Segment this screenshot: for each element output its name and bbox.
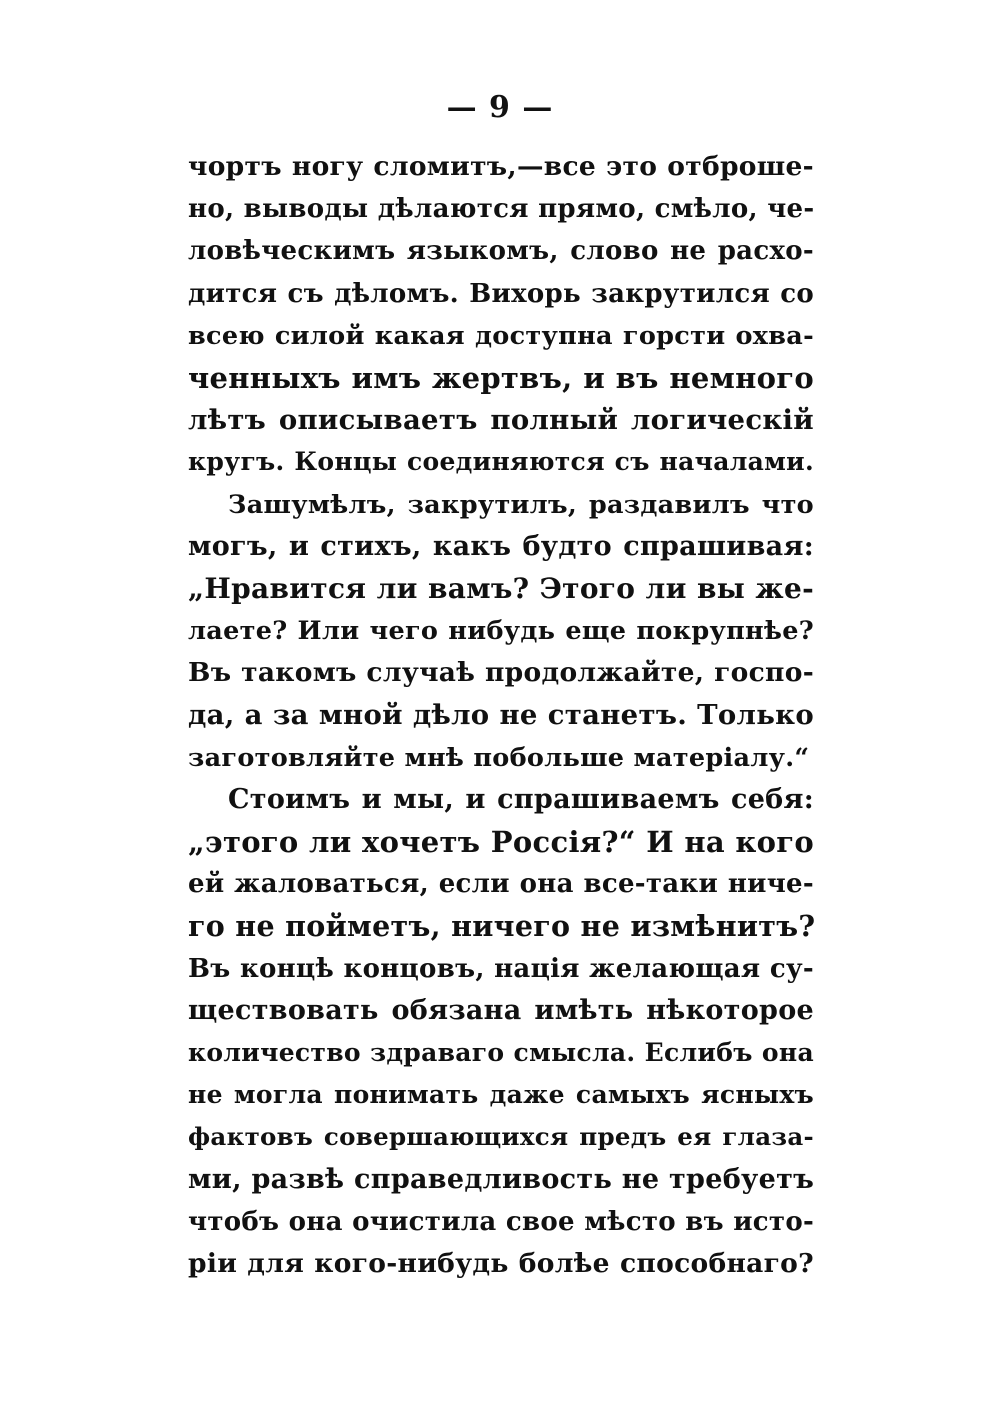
text-line: чтобъ она очистила свое мѣсто въ исто- [188,1206,815,1237]
text-line: ловѣческимъ языкомъ, слово не расхо- [188,236,814,267]
text-line: ей жаловаться, если она все-таки ниче- [188,869,814,900]
page-number: — 9 — [446,90,554,125]
text-line: ществовать обязана имѣть нѣкоторое [188,994,814,1026]
text-line: кругъ. Концы соединяются съ началами. [188,447,814,477]
text-line: фактовъ совершающихся предъ ея глаза- [188,1122,814,1152]
text-line: Въ такомъ случаѣ продолжайте, госпо- [188,657,814,689]
text-line: чортъ ногу сломитъ,—все это отброше- [188,151,814,182]
text-line: ми, развѣ справедливость не требуетъ [188,1163,815,1195]
text-line: го не пойметъ, ничего не измѣнитъ? [188,909,816,944]
text-line: да, а за мной дѣло не станетъ. Только [188,699,814,732]
text-line: „этого ли хочетъ Россія?“ И на кого [188,825,814,859]
text-line: заготовляйте мнѣ побольше матеріалу.“ [188,742,810,773]
text-line: но, выводы дѣлаются прямо, смѣло, че- [188,194,815,225]
text-line: ріи для кого-нибудь болѣе способнаго? [188,1247,814,1279]
text-line: Зашумѣлъ, закрутилъ, раздавилъ что [228,489,814,520]
text-line: количество здраваго смысла. Еслибъ она [188,1037,814,1067]
text-line: не могла понимать даже самыхъ ясныхъ [188,1080,814,1110]
text-line: „Нравится ли вамъ? Этого ли вы же- [188,571,814,605]
text-line: лѣтъ описываетъ полный логическій [188,404,814,437]
text-line: дится съ дѣломъ. Вихорь закрутился со [188,278,814,309]
text-line: Въ концѣ концовъ, нація желающая су- [188,953,814,984]
text-line: могъ, и стихъ, какъ будто спрашивая: [188,530,814,562]
text-line: лаете? Или чего нибудь еще покрупнѣе? [188,616,814,647]
body-text [188,146,814,1285]
text-line: всею силой какая доступна горсти охва- [188,320,814,351]
text-line: Стоимъ и мы, и спрашиваемъ себя: [228,783,814,815]
text-line: ченныхъ имъ жертвъ, и въ немного [188,360,814,395]
